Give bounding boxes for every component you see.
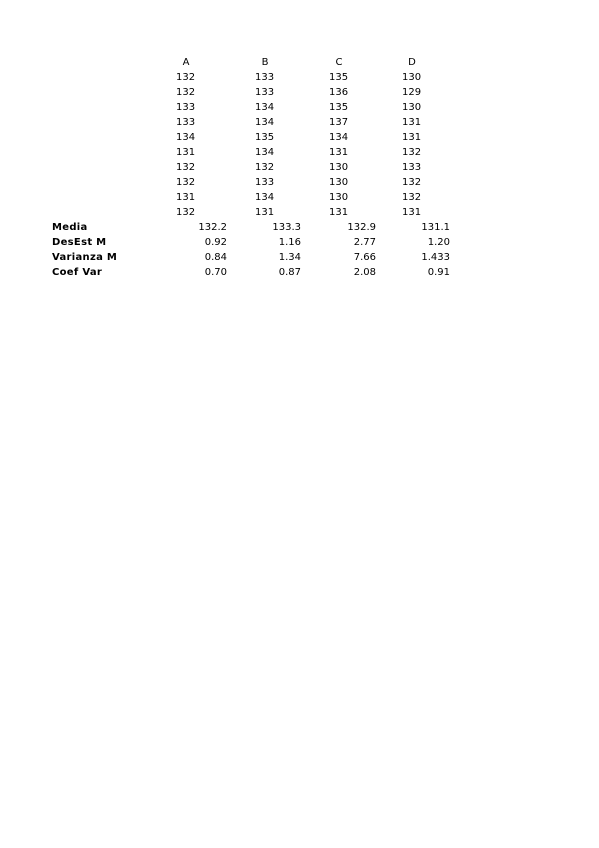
stats-cell: 0.84 <box>204 252 227 263</box>
table-cell: 129 <box>402 87 422 98</box>
table-cell: 131 <box>329 207 349 218</box>
table-cell: 132 <box>176 162 196 173</box>
stats-cell: 131.1 <box>421 222 450 233</box>
column-header-c: C <box>335 57 343 68</box>
stats-cell: 7.66 <box>353 252 376 263</box>
table-cell: 131 <box>329 147 349 158</box>
stats-row-label: Media <box>52 222 88 233</box>
stats-row-label: Coef Var <box>52 267 103 278</box>
table-cell: 134 <box>329 132 349 143</box>
table-cell: 132 <box>255 162 275 173</box>
column-header-d: D <box>408 57 416 68</box>
table-cell: 134 <box>255 147 275 158</box>
table-cell: 137 <box>329 117 349 128</box>
stats-cell: 1.34 <box>278 252 301 263</box>
table-cell: 131 <box>255 207 275 218</box>
table-cell: 132 <box>176 207 196 218</box>
table-cell: 132 <box>402 177 422 188</box>
table-cell: 130 <box>329 177 349 188</box>
stats-cell: 1.433 <box>421 252 450 263</box>
table-cell: 132 <box>176 87 196 98</box>
table-cell: 134 <box>255 192 275 203</box>
stats-cell: 0.92 <box>204 237 227 248</box>
table-cell: 133 <box>176 117 196 128</box>
table-cell: 133 <box>255 177 275 188</box>
table-cell: 133 <box>255 72 275 83</box>
table-cell: 135 <box>255 132 275 143</box>
table-cell: 136 <box>329 87 349 98</box>
stats-cell: 2.77 <box>353 237 376 248</box>
table-cell: 130 <box>329 162 349 173</box>
table-cell: 132 <box>402 147 422 158</box>
table-cell: 130 <box>329 192 349 203</box>
table-cell: 131 <box>402 117 422 128</box>
table-cell: 133 <box>402 162 422 173</box>
table-cell: 131 <box>176 147 196 158</box>
table-cell: 130 <box>402 102 422 113</box>
stats-cell: 132.9 <box>347 222 376 233</box>
table-cell: 132 <box>176 177 196 188</box>
table-cell: 133 <box>176 102 196 113</box>
stats-cell: 1.16 <box>278 237 301 248</box>
stats-cell: 133.3 <box>272 222 301 233</box>
column-header-b: B <box>261 57 269 68</box>
stats-cell: 2.08 <box>353 267 376 278</box>
table-cell: 133 <box>255 87 275 98</box>
table-cell: 134 <box>176 132 196 143</box>
stats-cell: 0.87 <box>278 267 301 278</box>
table-cell: 131 <box>402 207 422 218</box>
table-cell: 135 <box>329 72 349 83</box>
table-cell: 131 <box>402 132 422 143</box>
stats-cell: 1.20 <box>427 237 450 248</box>
table-cell: 135 <box>329 102 349 113</box>
stats-cell: 0.70 <box>204 267 227 278</box>
table-cell: 130 <box>402 72 422 83</box>
stats-row-label: DesEst M <box>52 237 107 248</box>
table-cell: 131 <box>176 192 196 203</box>
table-cell: 134 <box>255 102 275 113</box>
stats-cell: 0.91 <box>427 267 450 278</box>
stats-cell: 132.2 <box>198 222 227 233</box>
column-header-a: A <box>182 57 190 68</box>
stats-row-label: Varianza M <box>52 252 118 263</box>
table-cell: 132 <box>402 192 422 203</box>
table-cell: 132 <box>176 72 196 83</box>
table-cell: 134 <box>255 117 275 128</box>
